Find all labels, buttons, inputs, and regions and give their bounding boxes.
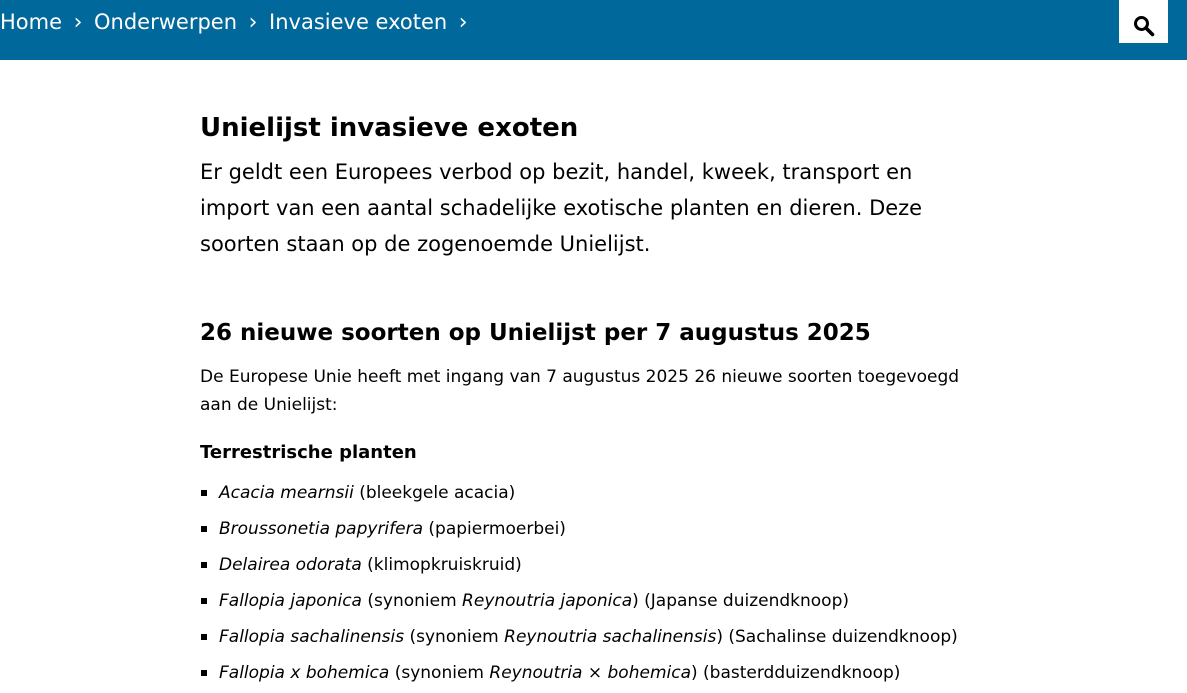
species-latin-name: Delairea odorata (219, 555, 362, 575)
breadcrumb-onderwerpen[interactable]: Onderwerpen (94, 10, 238, 34)
chevron-right-icon: › (458, 9, 468, 35)
list-item (200, 475, 970, 511)
species-common-name: ) (basterdduizendknoop) (691, 663, 901, 683)
species-synonym: Reynoutria × bohemica (489, 663, 691, 683)
chevron-right-icon: › (73, 9, 83, 35)
species-synonym: Reynoutria sachalinensis (504, 627, 717, 647)
search-button[interactable] (1119, 0, 1168, 43)
page-title: Unielijst invasieve exoten (200, 113, 579, 143)
list-item (200, 619, 970, 655)
top-navigation-bar (0, 0, 1187, 60)
species-common-name: (bleekgele acacia) (353, 483, 516, 503)
species-latin-name: Fallopia x bohemica (219, 663, 390, 683)
species-latin-name: Fallopia japonica (219, 591, 362, 611)
species-common-name: ) (Japanse duizendknoop) (632, 591, 850, 611)
breadcrumb-invasieve-exoten[interactable]: Invasieve exoten (269, 10, 448, 34)
species-synonym-prefix: (synoniem (389, 663, 490, 683)
species-latin-name: Acacia mearnsii (219, 483, 354, 503)
chevron-right-icon: › (248, 9, 258, 35)
list-item (200, 511, 970, 547)
species-synonym-prefix: (synoniem (361, 591, 463, 611)
species-latin-name: Fallopia sachalinensis (219, 627, 405, 647)
main-content (200, 108, 970, 691)
search-icon (1133, 15, 1155, 37)
species-common-name: ) (Sachalinse duizendknoop) (716, 627, 958, 647)
breadcrumb (0, 6, 479, 38)
list-item (200, 547, 970, 583)
intro-text: Er geldt een Europees verbod op bezit, handel, kweek, transport en import van een aantal schadelijke exotische planten en dieren. Deze soorten staan op de zogenoemde Unielijst. (200, 160, 923, 256)
species-latin-name: Broussonetia papyrifera (219, 519, 424, 539)
species-list (200, 475, 970, 691)
scrollbar[interactable] (1170, 60, 1187, 693)
species-synonym: Reynoutria japonica (462, 591, 633, 611)
breadcrumb-home[interactable]: Home (0, 10, 63, 34)
subheading-terrestrische-planten: Terrestrische planten (200, 442, 417, 463)
list-item (200, 655, 970, 691)
species-common-name: (klimopkruiskruid) (361, 555, 522, 575)
section-heading: 26 nieuwe soorten op Unielijst per 7 augustus 2025 (200, 320, 871, 346)
section-paragraph: De Europese Unie heeft met ingang van 7 augustus 2025 26 nieuwe soorten toegevoegd aan de Unielijst: (200, 367, 960, 415)
species-synonym-prefix: (synoniem (404, 627, 505, 647)
species-common-name: (papiermoerbei) (423, 519, 566, 539)
list-item (200, 583, 970, 619)
